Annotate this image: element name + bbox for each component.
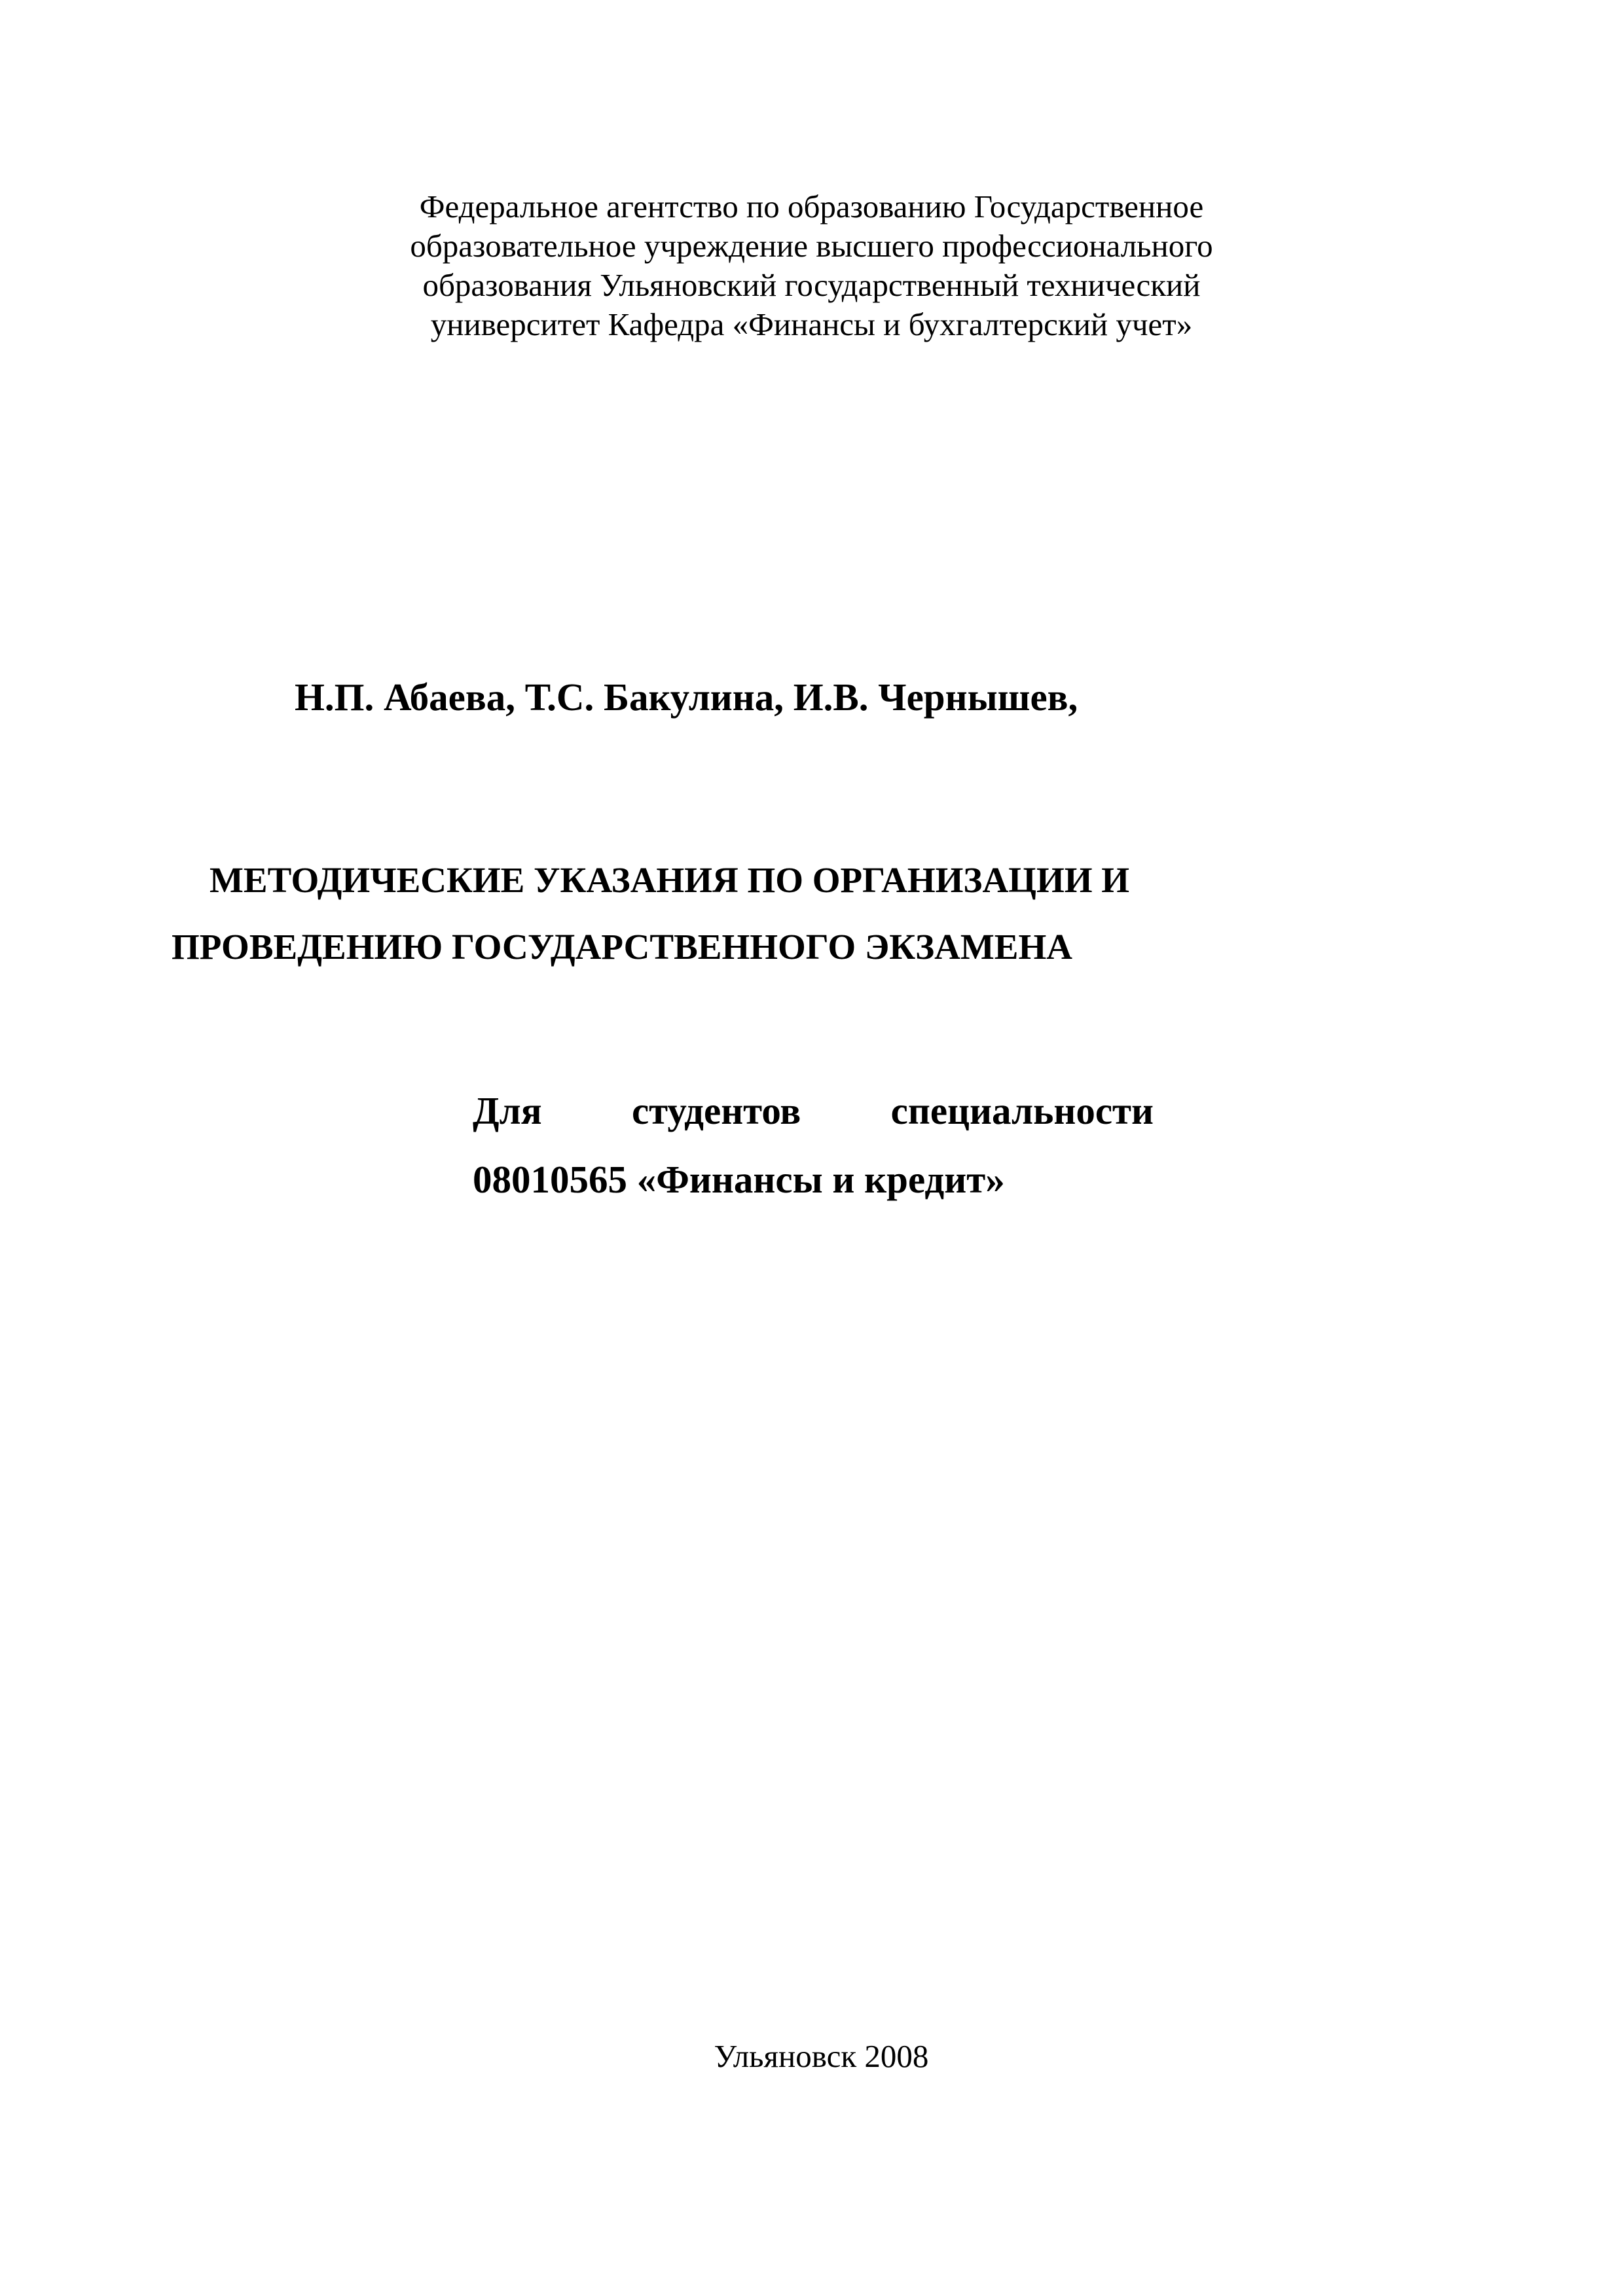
authors: Н.П. Абаева, Т.С. Бакулина, И.В. Чернышев, bbox=[295, 675, 1078, 719]
target-audience bbox=[473, 1088, 1154, 1202]
audience-word-2: студентов bbox=[631, 1089, 801, 1132]
header-line-1: Федеральное агентство по образованию Государственное bbox=[419, 188, 1204, 224]
institution-header bbox=[0, 187, 1623, 344]
title-line-2: ПРОВЕДЕНИЮ ГОСУДАРСТВЕННОГО ЭКЗАМЕНА bbox=[172, 927, 1072, 967]
audience-word-1: Для bbox=[473, 1089, 542, 1132]
city-year: Ульяновск 2008 bbox=[714, 2038, 929, 2074]
header-line-2: образовательное учреждение высшего профессионального bbox=[410, 228, 1213, 264]
specialty: 08010565 «Финансы и кредит» bbox=[473, 1158, 1005, 1201]
header-line-4: университет Кафедра «Финансы и бухгалтерский учет» bbox=[430, 306, 1193, 342]
header-line-3: образования Ульяновский государственный технический bbox=[422, 267, 1201, 303]
title-line-1: МЕТОДИЧЕСКИЕ УКАЗАНИЯ ПО ОРГАНИЗАЦИИ И bbox=[210, 860, 1130, 900]
audience-line-1 bbox=[473, 1088, 1154, 1134]
audience-word-3: специальности bbox=[890, 1089, 1154, 1132]
